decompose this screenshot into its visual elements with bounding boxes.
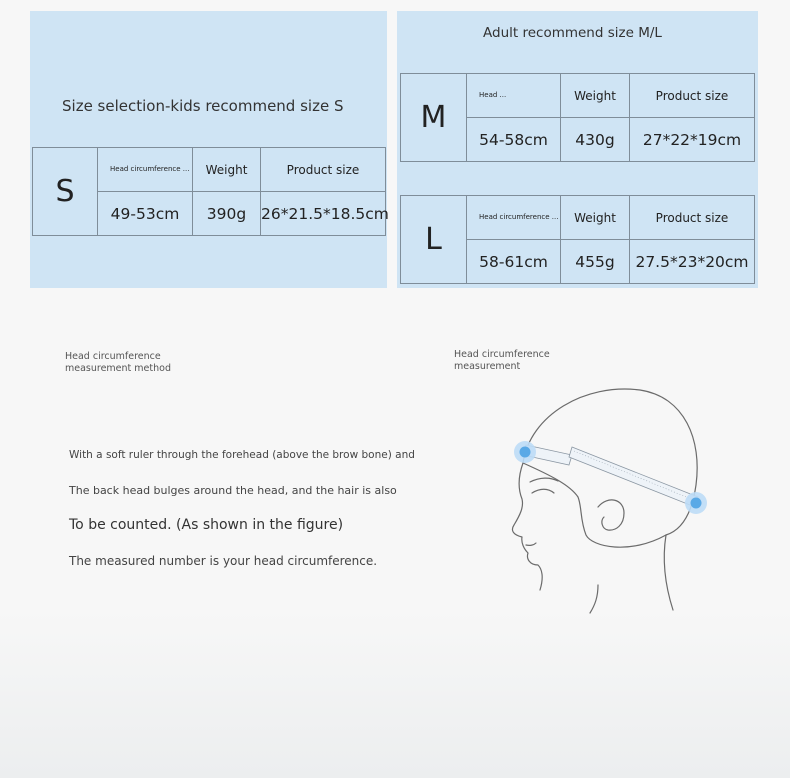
figure-caption-line-1: Head circumference bbox=[454, 349, 550, 360]
size-letter-s: S bbox=[33, 148, 98, 236]
header-product-size: Product size bbox=[261, 148, 386, 192]
instruction-line-2: The back head bulges around the head, and the hair is also bbox=[69, 484, 397, 497]
header-weight: Weight bbox=[193, 148, 261, 192]
header-head-circumference: Head circumference ... bbox=[98, 148, 193, 192]
value-weight: 455g bbox=[561, 240, 630, 284]
instruction-line-1: With a soft ruler through the forehead (above the brow bone) and bbox=[69, 449, 415, 461]
header-weight: Weight bbox=[561, 196, 630, 240]
header-head-circumference: Head ... bbox=[467, 74, 561, 118]
figure-caption-line-2: measurement bbox=[454, 361, 521, 372]
size-m-table bbox=[400, 73, 755, 162]
size-letter-m: M bbox=[401, 74, 467, 162]
brow bbox=[530, 478, 558, 482]
neck-line bbox=[664, 535, 673, 610]
face-profile bbox=[512, 463, 542, 590]
size-letter-l: L bbox=[401, 196, 467, 284]
adult-size-panel bbox=[397, 11, 758, 288]
value-product-size: 27*22*19cm bbox=[630, 118, 755, 162]
adult-size-title: Adult recommend size M/L bbox=[483, 25, 662, 41]
eye bbox=[532, 489, 554, 493]
instruction-line-3: To be counted. (As shown in the figure) bbox=[69, 517, 344, 533]
neck-front bbox=[590, 585, 598, 613]
header-head-circumference: Head circumference ... bbox=[467, 196, 561, 240]
header-weight: Weight bbox=[561, 74, 630, 118]
value-weight: 430g bbox=[561, 118, 630, 162]
ear bbox=[598, 500, 624, 530]
value-head-circumference: 54-58cm bbox=[467, 118, 561, 162]
figure-caption bbox=[454, 349, 574, 373]
value-head-circumference: 49-53cm bbox=[98, 192, 193, 236]
head-measurement-illustration bbox=[490, 385, 730, 615]
value-product-size: 26*21.5*18.5cm bbox=[261, 192, 386, 236]
value-weight: 390g bbox=[193, 192, 261, 236]
kids-size-panel bbox=[30, 11, 387, 288]
value-product-size: 27.5*23*20cm bbox=[630, 240, 755, 284]
kids-size-title: Size selection-kids recommend size S bbox=[62, 97, 344, 115]
header-product-size: Product size bbox=[630, 196, 755, 240]
method-caption-line-2: measurement method bbox=[65, 363, 171, 374]
kids-size-table bbox=[32, 147, 389, 236]
size-l-table bbox=[400, 195, 755, 284]
method-caption bbox=[65, 351, 205, 375]
instruction-line-4: The measured number is your head circumference. bbox=[69, 554, 378, 568]
method-caption-line-1: Head circumference bbox=[65, 351, 161, 362]
background-fade bbox=[0, 610, 790, 778]
header-product-size: Product size bbox=[630, 74, 755, 118]
value-head-circumference: 58-61cm bbox=[467, 240, 561, 284]
